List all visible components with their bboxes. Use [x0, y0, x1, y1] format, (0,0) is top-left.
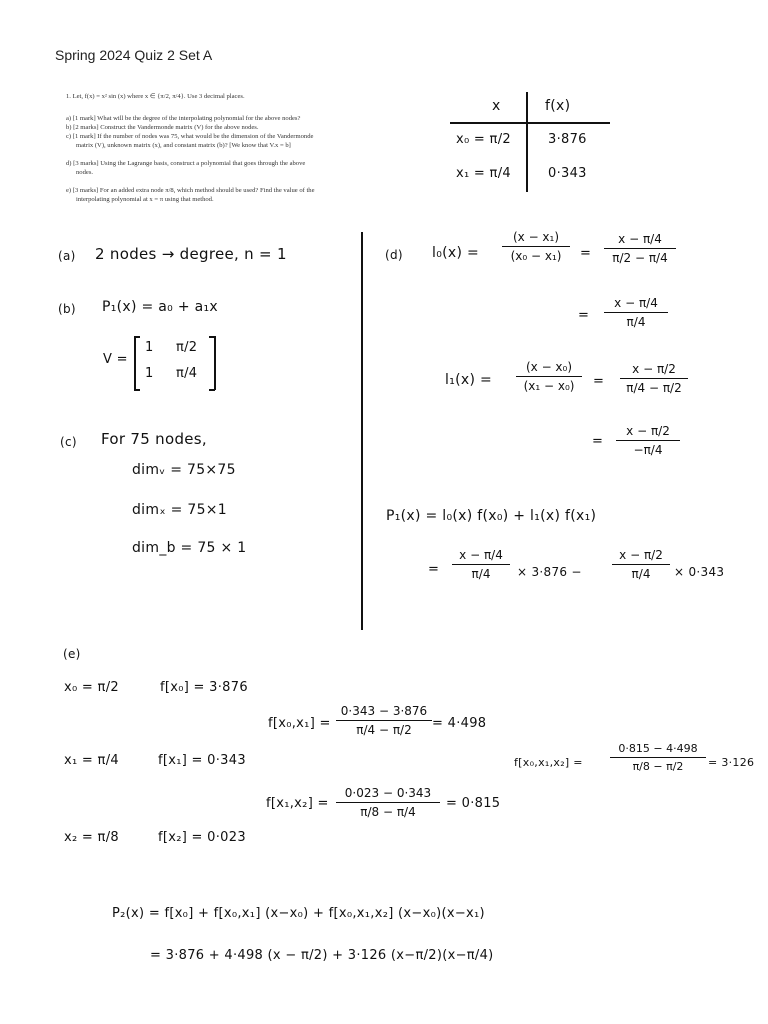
answer-e-label: (e): [63, 647, 81, 661]
divided-diff-12-result: = 0·815: [446, 796, 501, 811]
page-title: Spring 2024 Quiz 2 Set A: [55, 47, 213, 63]
newton-polynomial: P₂(x) = f[x₀] + f[x₀,x₁] (x−x₀) + f[x₀,x₁,x₂] (x−x₀)(x−x₁): [112, 906, 485, 921]
p1-term2-denominator: π/4: [631, 567, 651, 581]
l0-lhs: l₀(x) =: [432, 245, 479, 261]
matrix-left-bracket-top: [134, 336, 140, 338]
l0b-numerator: x − π/4: [618, 232, 662, 246]
divided-diff-01-numerator: 0·343 − 3·876: [340, 704, 428, 718]
matrix-left-bracket-bottom: [134, 389, 140, 391]
node-x1: x₁ = π/4: [64, 753, 119, 768]
l1-lhs: l₁(x) =: [445, 372, 492, 388]
fraction-bar: [516, 376, 582, 377]
equals-sign: =: [428, 562, 440, 577]
l1-numerator: (x − x₀): [525, 360, 573, 374]
divided-diff-12-lhs: f[x₁,x₂] =: [266, 796, 329, 811]
equals-sign: =: [592, 434, 604, 449]
answer-b-label: (b): [58, 302, 76, 316]
divided-diff-12-numerator: 0·023 − 0·343: [344, 786, 432, 800]
equals-sign: =: [580, 246, 592, 261]
fraction-bar: [620, 378, 688, 379]
l1-denominator: (x₁ − x₀): [523, 379, 575, 393]
question-e-line1: e) [3 marks] For an added extra node π/8, which method should be used? Find the value of the: [66, 187, 315, 194]
matrix-left-bracket: [134, 336, 136, 390]
answer-c-intro: For 75 nodes,: [101, 430, 207, 448]
fraction-bar: [616, 440, 680, 441]
question-d-line2: nodes.: [76, 169, 94, 176]
matrix-right-bracket-bottom: [209, 389, 215, 391]
newton-polynomial-expanded: = 3·876 + 4·498 (x − π/2) + 3·126 (x−π/2)(x−π/4): [150, 948, 494, 963]
value-fx2: f[x₂] = 0·023: [158, 830, 246, 845]
answer-d-label: (d): [385, 248, 403, 262]
fraction-bar: [502, 246, 570, 247]
answer-c-dim-b: dim_b = 75 × 1: [132, 540, 247, 556]
question-a: a) [1 mark] What will be the degree of the interpolating polynomial for the above nodes?: [66, 115, 301, 122]
fraction-bar: [336, 802, 440, 803]
answer-a-label: (a): [58, 249, 76, 263]
node-x2: x₂ = π/8: [64, 830, 119, 845]
p1-term1-multiplier: × 3·876 −: [517, 565, 582, 579]
answer-a-text: 2 nodes → degree, n = 1: [95, 245, 287, 263]
divided-diff-12-denominator: π/8 − π/4: [360, 805, 416, 819]
table-header-rule: [450, 122, 610, 124]
p1-term2-numerator: x − π/2: [619, 548, 663, 562]
p1-term1-denominator: π/4: [471, 567, 491, 581]
question-c-line1: c) [1 mark] If the number of nodes was 75, what would be the dimension of the Vandermonde: [66, 133, 314, 140]
l0b-denominator: π/2 − π/4: [612, 251, 668, 265]
table-column-rule: [526, 92, 528, 192]
matrix-cell-22: π/4: [176, 366, 198, 381]
question-d-line1: d) [3 marks] Using the Lagrange basis, construct a polynomial that goes through the above: [66, 160, 306, 167]
l1b-numerator: x − π/2: [632, 362, 676, 376]
divided-diff-01-fraction: [336, 704, 432, 737]
divided-diff-01-result: = 4·498: [432, 716, 487, 731]
p1-term2-fraction: [612, 548, 670, 581]
table-row1-fx: 3·876: [548, 132, 587, 147]
divided-diff-01-denominator: π/4 − π/2: [356, 723, 412, 737]
divided-diff-012-fraction: [610, 742, 706, 773]
fraction-bar: [610, 757, 706, 758]
value-fx1: f[x₁] = 0·343: [158, 753, 246, 768]
question-main: 1. Let, f(x) = x² sin (x) where x ∈ {π/2, π/4}. Use 3 decimal places.: [66, 93, 245, 100]
vandermonde-label: V =: [103, 352, 128, 367]
fraction-bar: [452, 564, 510, 565]
p1-definition: P₁(x) = l₀(x) f(x₀) + l₁(x) f(x₁): [386, 508, 597, 524]
answer-b-polynomial: P₁(x) = a₀ + a₁x: [102, 299, 218, 315]
answer-c-dim-x: dimₓ = 75×1: [132, 502, 228, 518]
p1-term2-multiplier: × 0·343: [674, 565, 725, 579]
divided-diff-012-result: = 3·126: [708, 756, 755, 769]
answer-c-dim-v: dimᵥ = 75×75: [132, 462, 236, 478]
l1-fraction: [516, 360, 582, 393]
l1b-denominator: π/4 − π/2: [626, 381, 682, 395]
divided-diff-01-lhs: f[x₀,x₁] =: [268, 716, 331, 731]
l1c-fraction: [616, 424, 680, 457]
divided-diff-012-numerator: 0·815 − 4·498: [618, 742, 698, 755]
matrix-cell-12: π/2: [176, 340, 198, 355]
l0-denominator: (x₀ − x₁): [510, 249, 562, 263]
question-c-line2: matrix (V), unknown matrix (x), and constant matrix (b)? [We know that V.x = b]: [76, 142, 291, 149]
fraction-bar: [604, 248, 676, 249]
matrix-cell-11: 1: [145, 340, 154, 355]
question-e-line2: interpolating polynomial at x = π using that method.: [76, 196, 214, 203]
table-row2-x: x₁ = π/4: [456, 166, 511, 181]
l0b-fraction: [604, 232, 676, 265]
l1c-denominator: −π/4: [633, 443, 663, 457]
divided-diff-12-fraction: [336, 786, 440, 819]
table-row2-fx: 0·343: [548, 166, 587, 181]
matrix-cell-21: 1: [145, 366, 154, 381]
divided-diff-012-denominator: π/8 − π/2: [632, 760, 684, 773]
column-divider: [361, 232, 363, 630]
table-header-x: x: [492, 98, 501, 114]
equals-sign: =: [593, 374, 605, 389]
l0-numerator: (x − x₁): [512, 230, 560, 244]
l1b-fraction: [620, 362, 688, 395]
l0c-numerator: x − π/4: [614, 296, 658, 310]
answer-c-label: (c): [60, 435, 77, 449]
equals-sign: =: [578, 308, 590, 323]
fraction-bar: [336, 720, 432, 721]
value-fx0: f[x₀] = 3·876: [160, 680, 248, 695]
l0c-fraction: [604, 296, 668, 329]
matrix-right-bracket: [214, 336, 216, 390]
question-b: b) [2 marks] Construct the Vandermonde matrix (V) for the above nodes.: [66, 124, 259, 131]
matrix-right-bracket-top: [209, 336, 215, 338]
l0-fraction: [502, 230, 570, 263]
table-row1-x: x₀ = π/2: [456, 132, 511, 147]
p1-term1-fraction: [452, 548, 510, 581]
fraction-bar: [612, 564, 670, 565]
fraction-bar: [604, 312, 668, 313]
table-header-fx: f(x): [545, 98, 571, 114]
divided-diff-012-lhs: f[x₀,x₁,x₂] =: [514, 756, 583, 769]
p1-term1-numerator: x − π/4: [459, 548, 503, 562]
node-x0: x₀ = π/2: [64, 680, 119, 695]
l1c-numerator: x − π/2: [626, 424, 670, 438]
l0c-denominator: π/4: [626, 315, 646, 329]
